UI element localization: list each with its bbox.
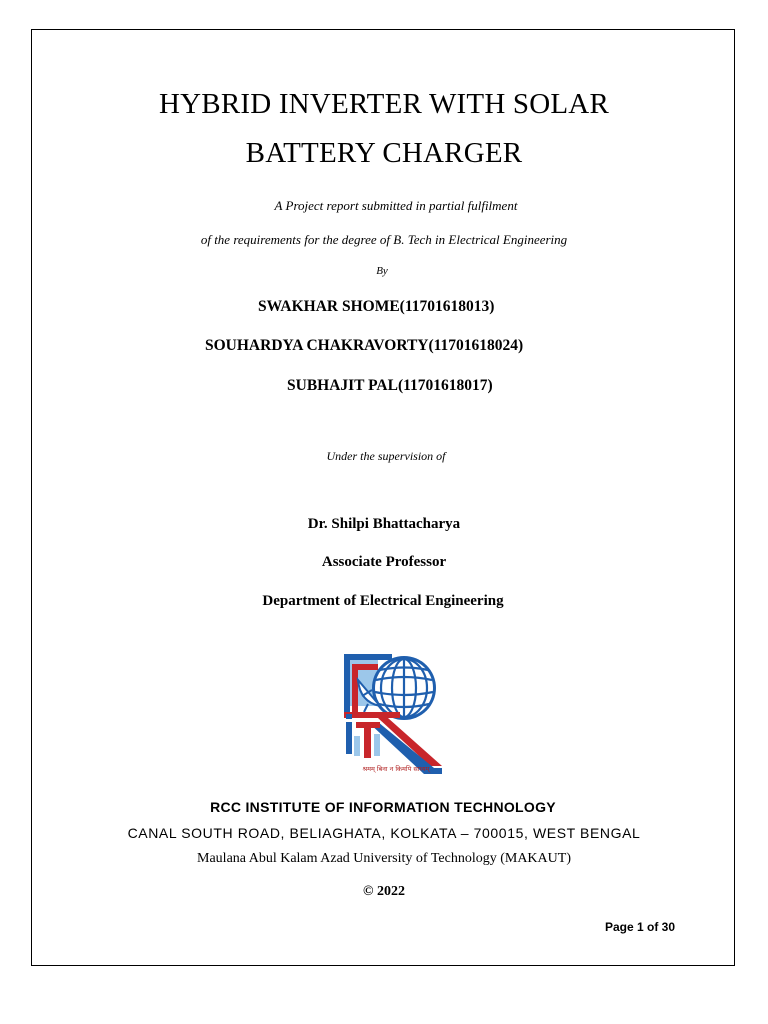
- supervision-intro: Under the supervision of: [326, 449, 446, 463]
- report-title-line-1: HYBRID INVERTER WITH SOLAR: [159, 88, 609, 120]
- page-number: Page 1 of 30: [605, 920, 676, 934]
- student-name-1: SWAKHAR SHOME(11701618013): [258, 298, 495, 315]
- submission-line-2: of the requirements for the degree of B. Tech in Electrical Engineering: [200, 232, 568, 247]
- submission-line-1: A Project report submitted in partial fulfilment: [274, 198, 518, 213]
- supervisor-designation: Associate Professor: [321, 554, 447, 570]
- institute-address: CANAL SOUTH ROAD, BELIAGHATA, KOLKATA – 700015, WEST BENGAL: [127, 825, 641, 841]
- rcciit-logo-icon: [338, 650, 448, 778]
- student-name-2: SOUHARDYA CHAKRAVORTY(11701618024): [205, 337, 524, 354]
- report-title-line-2: BATTERY CHARGER: [245, 137, 523, 169]
- supervisor-name: Dr. Shilpi Bhattacharya: [307, 516, 461, 532]
- supervisor-department: Department of Electrical Engineering: [262, 593, 504, 609]
- copyright: © 2022: [363, 884, 405, 899]
- student-name-3: SUBHAJIT PAL(11701618017): [287, 377, 493, 394]
- institute-name: RCC INSTITUTE OF INFORMATION TECHNOLOGY: [210, 799, 556, 815]
- logo-motto: श्रमम् बिना न किमपि साध्यम्: [362, 765, 430, 773]
- university-name: Maulana Abul Kalam Azad University of Technology (MAKAUT): [197, 851, 571, 866]
- by-label: By: [376, 265, 388, 277]
